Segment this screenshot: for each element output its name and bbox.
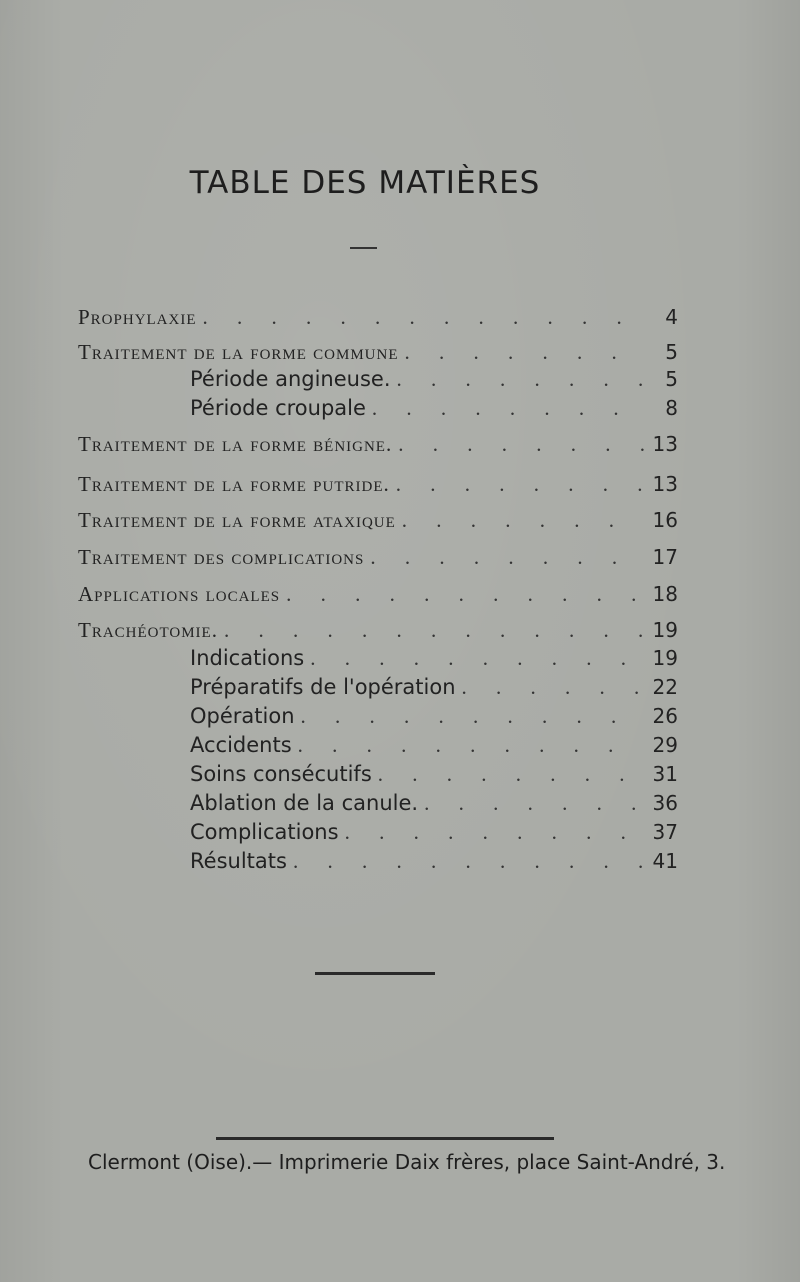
toc-subentry-label: Accidents <box>190 733 292 757</box>
toc-subentry-label: Période angineuse. <box>190 367 391 391</box>
toc-subentry-page: 26 <box>652 704 678 728</box>
dot-leader <box>405 340 645 365</box>
dot-leader <box>396 472 644 497</box>
toc-subentry <box>78 791 678 821</box>
toc-subentry-label: Période croupale <box>190 396 366 420</box>
dot-leader <box>372 396 644 421</box>
toc-subentry <box>78 367 678 397</box>
toc-entry-page: 16 <box>652 508 678 532</box>
toc-subentry-label: Opération <box>190 704 295 728</box>
toc-entry-page: 18 <box>652 582 678 606</box>
dot-leader <box>397 367 645 392</box>
toc-subentry-label: Soins consécutifs <box>190 762 372 786</box>
toc-entry-page: 17 <box>652 545 678 569</box>
toc-entry <box>78 432 678 462</box>
dot-leader <box>462 675 644 700</box>
toc-subentry-label: Complications <box>190 820 339 844</box>
toc-entry-label: Traitement de la forme putride. <box>78 472 390 496</box>
toc-entry-label: Traitement de la forme bénigne. <box>78 432 393 456</box>
toc-subentry-page: 37 <box>652 820 678 844</box>
toc-subentry-page: 31 <box>652 762 678 786</box>
dot-leader <box>370 545 644 570</box>
dot-leader <box>286 582 644 607</box>
toc-subentry <box>78 733 678 763</box>
toc-subentry <box>78 646 678 676</box>
dot-leader <box>345 820 644 845</box>
toc-entry-label: Traitement de la forme ataxique <box>78 508 396 532</box>
toc-subentry-page: 22 <box>652 675 678 699</box>
toc-subentry-page: 41 <box>652 849 678 873</box>
toc-subentry <box>78 704 678 734</box>
toc-entry-label: Applications locales <box>78 582 281 606</box>
toc-entry <box>78 618 678 648</box>
toc-entry-page: 5 <box>665 340 678 364</box>
toc-entry <box>78 582 678 612</box>
dot-leader <box>310 646 644 671</box>
section-end-divider <box>315 972 435 975</box>
dot-leader <box>293 849 644 874</box>
toc-entry-label: Trachéotomie. <box>78 618 218 642</box>
toc-subentry-page: 5 <box>665 367 678 391</box>
toc-subentry-page: 8 <box>665 396 678 420</box>
toc-entry-page: 13 <box>652 472 678 496</box>
dot-leader <box>203 305 644 330</box>
toc-subentry <box>78 849 678 879</box>
printer-imprint: Clermont (Oise).— Imprimerie Daix frères, place Saint-André, 3. <box>88 1150 726 1174</box>
toc-entry-page: 4 <box>665 305 678 329</box>
title-divider <box>350 247 377 249</box>
toc-subentry <box>78 675 678 705</box>
dot-leader <box>298 733 644 758</box>
toc-entry-page: 19 <box>652 618 678 642</box>
dot-leader <box>398 432 644 457</box>
toc-entry-label: Traitement des complications <box>78 545 365 569</box>
toc-entry <box>78 545 678 575</box>
imprint-divider <box>216 1137 554 1140</box>
dot-leader <box>402 508 644 533</box>
toc-subentry <box>78 396 678 426</box>
toc-subentry-label: Indications <box>190 646 305 670</box>
page-title: TABLE DES MATIÈRES <box>189 165 541 201</box>
dot-leader <box>224 618 644 643</box>
toc-subentry-label: Préparatifs de l'opération <box>190 675 456 699</box>
toc-subentry-page: 19 <box>652 646 678 670</box>
toc-entry <box>78 472 678 502</box>
toc-entry-label: Traitement de la forme commune <box>78 340 399 364</box>
toc-entry <box>78 340 678 370</box>
toc-entry-label: Prophylaxie <box>78 305 197 329</box>
toc-subentry-page: 36 <box>652 791 678 815</box>
toc-entry <box>78 508 678 538</box>
dot-leader <box>378 762 644 787</box>
toc-entry-page: 13 <box>652 432 678 456</box>
dot-leader <box>301 704 644 729</box>
toc-subentry-page: 29 <box>652 733 678 757</box>
toc-subentry <box>78 820 678 850</box>
toc-subentry <box>78 762 678 792</box>
toc-entry <box>78 305 678 335</box>
toc-subentry-label: Ablation de la canule. <box>190 791 419 815</box>
toc-subentry-label: Résultats <box>190 849 287 873</box>
dot-leader <box>424 791 644 816</box>
